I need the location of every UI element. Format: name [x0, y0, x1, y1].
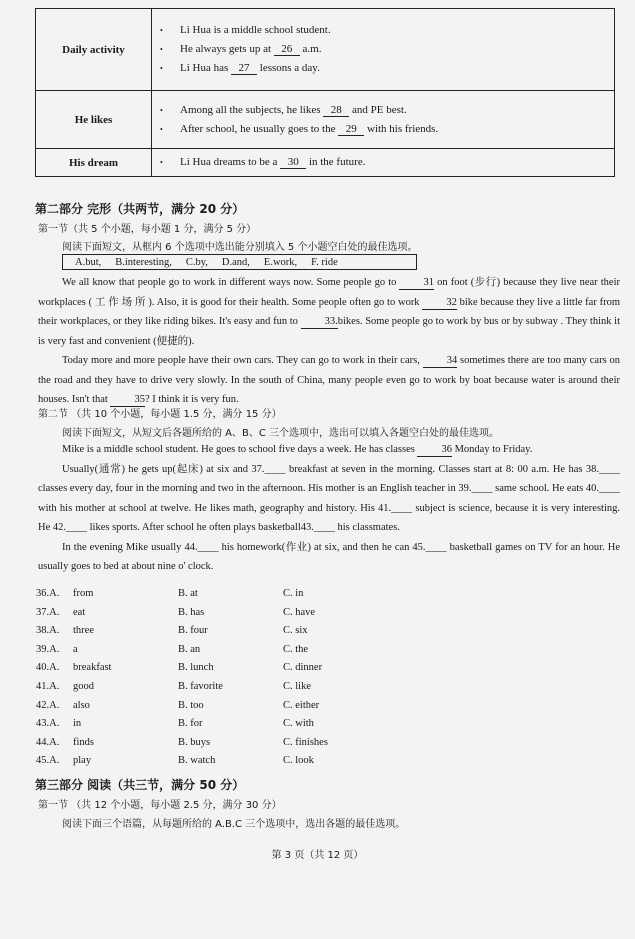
- table-line: • Li Hua has 27 lessons a day.: [180, 59, 614, 78]
- option-e: E.work,: [263, 256, 298, 268]
- question-number: 37.A.: [36, 606, 60, 618]
- choice-c: C. in: [283, 588, 304, 599]
- choice-row: [36, 737, 436, 756]
- blank-35: 35: [110, 394, 145, 407]
- choice-b: B. watch: [178, 755, 216, 767]
- choice-list: [36, 588, 436, 774]
- choice-row: [36, 718, 436, 737]
- page-footer: 第 3 页（共 12 页）: [271, 850, 364, 861]
- paragraph: We all know that people go to work in different ways now. Some people go to 31 on foot (步行) because they live near their workplaces ( 工 作 场 所 ). Also, it is good for their health. Some people often go to work 32 bike because they live a little far from their workplaces, or they like riding bikes. It's easy and fun to 33.bikes. Some people go to work by bus or by subway . They think it is very fast and convenient (便捷的).: [38, 277, 621, 347]
- paragraph: In the evening Mike usually 44.____ his homework(作业) at six, and then he can 45.____ basketball games on TV for an hour. He usually goes to bed at about nine o' clock.: [38, 541, 620, 572]
- part3-sec1-heading: 第一节 （共 12 个小题，每小题 2.5 分，满分 30 分）: [38, 800, 282, 811]
- part2-sec2-instruction: 阅读下面短文，从短文后各题所给的 A、B、C 三个选项中，选出可以填入各题空白处的最佳选项。: [62, 428, 500, 439]
- part2-sec1-heading: 第一节（共 5 个小题，每小题 1 分，满分 5 分）: [38, 224, 257, 235]
- blank-28: 28: [323, 104, 349, 117]
- part2-heading: 第二部分 完形（共两节，满分 20 分）: [35, 202, 245, 216]
- choice-row: [36, 625, 436, 644]
- option-b: B.interesting,: [115, 256, 172, 268]
- question-number: 44.A.: [36, 736, 60, 748]
- choice-row: [36, 588, 436, 607]
- blank-34: 34: [423, 355, 458, 368]
- choice-c: C. have: [283, 606, 316, 618]
- choice-c: C. the: [283, 643, 309, 655]
- choice-a: eat: [73, 606, 86, 618]
- choice-row: [36, 755, 436, 774]
- choice-b: B. favorite: [178, 680, 223, 692]
- choice-b: B. too: [178, 699, 204, 711]
- option-f: F. ride: [311, 256, 338, 268]
- paragraph: Usually(通常) he gets up(起床) at six and 37.____ breakfast at seven in the morning. Classes start at 8: 00 a.m. He has 38.____ classes every day, four in the morning and two in the afternoon. His mother is an English teacher in 39.____ same school. He eats 40.____ with his mother at school at twelve. He likes math, geography and history. His 41.____ subject is science, because it is very interesting. He 42.____ likes sports. After school he often plays basketball43.____ his classmates.: [38, 463, 620, 533]
- choice-b: B. has: [178, 606, 205, 618]
- choice-a: from: [73, 588, 94, 599]
- question-number: 45.A.: [36, 755, 60, 767]
- blank-26: 26: [274, 43, 300, 56]
- table-line: • Li Hua dreams to be a 30 in the future.: [180, 153, 614, 172]
- choice-row: [36, 607, 436, 626]
- question-number: 36.A.: [36, 588, 60, 599]
- cloze-passage-1: [38, 273, 620, 410]
- choice-a: breakfast: [73, 662, 112, 674]
- choice-row: [36, 700, 436, 719]
- part2-sec2-heading: 第二节 （共 10 个小题，每小题 1.5 分，满分 15 分）: [38, 409, 282, 420]
- option-d: D.and,: [221, 256, 250, 268]
- blank-31: 31: [399, 277, 434, 290]
- choice-b: B. buys: [178, 736, 211, 748]
- blank-36: 36: [417, 444, 452, 457]
- choice-a: in: [73, 718, 82, 730]
- part3-heading: 第三部分 阅读（共三节，满分 50 分）: [35, 778, 245, 792]
- blank-29: 29: [338, 123, 364, 136]
- choice-row: [36, 644, 436, 663]
- table-line: • After school, he usually goes to the 29 with his friends.: [180, 120, 614, 139]
- info-table: [35, 8, 615, 177]
- row-label: He likes: [36, 91, 152, 149]
- paragraph: Today more and more people have their own cars. They can go to work in their cars, 34 sometimes there are too many cars on the road and they have to drive very slowly. In the south of China, many people even go to work by boat because water is around their houses. Isn't that 35? I think it is very fun.: [38, 355, 621, 405]
- option-a: A.but,: [75, 256, 102, 268]
- choice-c: C. finishes: [283, 736, 328, 748]
- table-line: • He always gets up at 26 a.m.: [180, 40, 614, 59]
- choice-a: also: [73, 699, 90, 711]
- question-number: 38.A.: [36, 625, 60, 637]
- table-row: [36, 149, 615, 177]
- table-row: [36, 9, 615, 91]
- question-number: 43.A.: [36, 718, 60, 730]
- blank-30: 30: [280, 156, 306, 169]
- question-number: 40.A.: [36, 662, 60, 674]
- choice-b: B. for: [178, 718, 203, 730]
- choice-a: play: [73, 755, 92, 767]
- choice-a: three: [73, 625, 94, 637]
- question-number: 42.A.: [36, 699, 60, 711]
- choice-c: C. either: [283, 699, 320, 711]
- choice-c: C. look: [283, 755, 314, 767]
- choice-b: B. an: [178, 643, 201, 655]
- row-label: His dream: [36, 149, 152, 177]
- choice-b: B. at: [178, 588, 198, 599]
- blank-27: 27: [231, 62, 257, 75]
- choice-a: finds: [73, 736, 94, 748]
- paragraph: Mike is a middle school student. He goes to school five days a week. He has classes 36 Monday to Friday.: [62, 444, 533, 455]
- option-c: C.by,: [185, 256, 208, 268]
- choice-row: [36, 662, 436, 681]
- part2-sec1-instruction: 阅读下面短文，从框内 6 个选项中选出能分别填入 5 个小题空白处的最佳选项。: [62, 242, 418, 253]
- table-line: • Li Hua is a middle school student.: [180, 21, 614, 40]
- question-number: 39.A.: [36, 643, 60, 655]
- table-line: • Among all the subjects, he likes 28 and PE best.: [180, 101, 614, 120]
- blank-32: 32: [422, 297, 457, 310]
- choice-c: C. dinner: [283, 662, 323, 674]
- choice-c: C. like: [283, 680, 311, 692]
- row-label: Daily activity: [36, 9, 152, 91]
- choice-a: good: [73, 680, 94, 692]
- question-number: 41.A.: [36, 680, 60, 692]
- choice-c: C. six: [283, 625, 308, 637]
- choice-b: B. four: [178, 625, 208, 637]
- option-box: [62, 254, 417, 270]
- table-row: [36, 91, 615, 149]
- choice-row: [36, 681, 436, 700]
- choice-c: C. with: [283, 718, 314, 730]
- choice-a: a: [73, 643, 78, 655]
- part3-sec1-instruction: 阅读下面三个语篇，从每题所给的 A.B.C 三个选项中，选出各题的最佳选项。: [62, 819, 406, 830]
- choice-b: B. lunch: [178, 662, 214, 674]
- cloze-passage-2: [38, 440, 620, 577]
- blank-33: 33.: [301, 316, 338, 329]
